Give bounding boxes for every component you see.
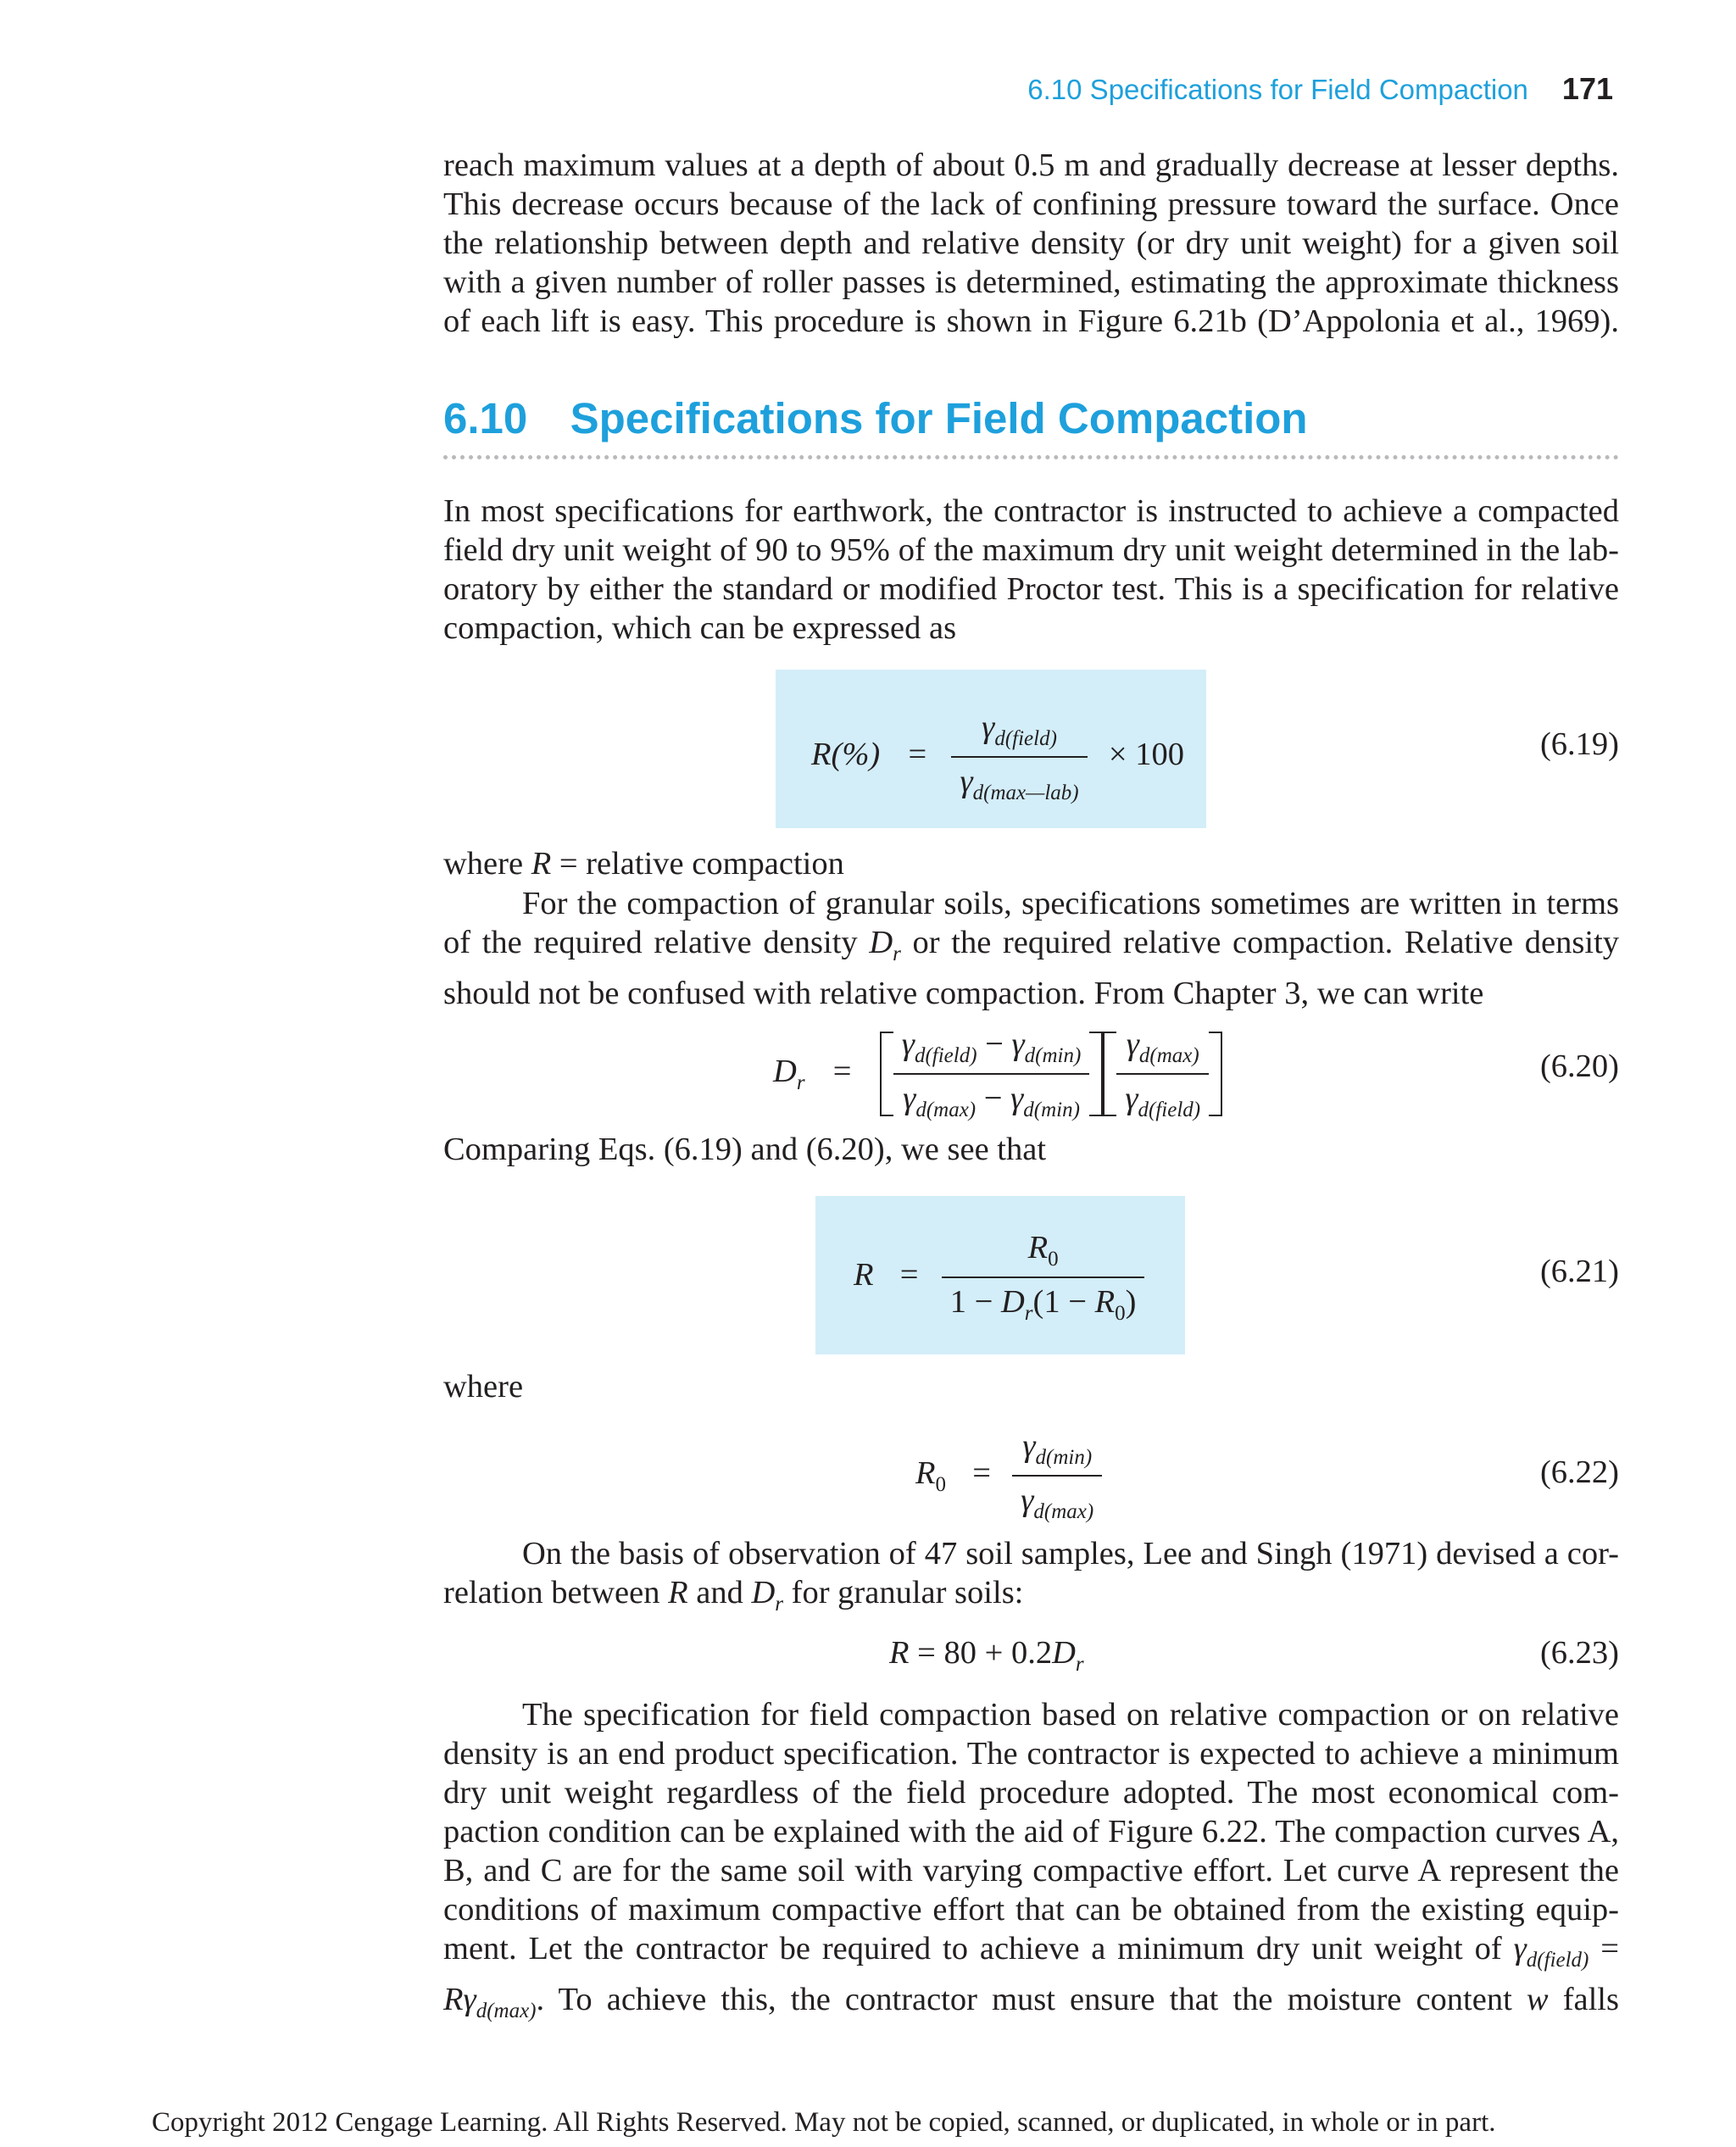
text-fragment: for granular soils: (791, 1575, 1024, 1610)
symbol-R: R (915, 1455, 936, 1491)
text-fragment: falls (1562, 1982, 1619, 2017)
paragraph-lee-singh (443, 1534, 1619, 1624)
text-line: reach maximum values at a depth of about 0.5 m and gradually decrease at lesser depths. (443, 147, 1619, 183)
subscript: d(field) (994, 727, 1057, 750)
gamma-symbol: γ (901, 1026, 915, 1062)
gamma-symbol: γ (1011, 1026, 1025, 1062)
subscript: d(max) (1138, 1044, 1199, 1067)
text-line (443, 923, 1619, 974)
equation-6-21 (854, 1229, 1144, 1326)
eq-equals: = (832, 1053, 852, 1089)
symbol-R: R (889, 1635, 910, 1671)
eq-equals: = (899, 1256, 919, 1293)
text-fragment: and (696, 1575, 743, 1610)
equation-number: (6.21) (1539, 1254, 1619, 1289)
comparing-line: Comparing Eqs. (6.19) and (6.20), we see that (443, 1132, 1047, 1167)
gamma-symbol: γ (982, 709, 995, 745)
subscript: 0 (935, 1472, 947, 1496)
subscript: d(min) (1035, 1446, 1093, 1469)
subscript: d(min) (1023, 1099, 1080, 1121)
symbol-D: D (869, 925, 893, 960)
gamma-symbol: γ (960, 764, 973, 799)
symbol-R: R (854, 1256, 874, 1293)
text-line: field dry unit weight of 90 to 95% of the maximum dry unit weight determined in the lab- (443, 532, 1619, 568)
symbol-D: D (1000, 1284, 1025, 1320)
where-definition-R (443, 845, 844, 882)
minus-sign: − (983, 1081, 1003, 1116)
eq-multiplier: × 100 (1108, 736, 1184, 772)
text-fragment: = 80 + 0.2 (917, 1635, 1053, 1671)
gamma-symbol: γ (903, 1081, 916, 1116)
page-number: 171 (1561, 71, 1613, 106)
section-title: Specifications for Field Compaction (570, 394, 1308, 442)
paragraph-relative-compaction (443, 492, 1619, 648)
subscript: r (1024, 1302, 1033, 1325)
text-line: should not be confused with relative compaction. From Chapter 3, we can write (443, 976, 1484, 1011)
text-fragment: ment. Let the contractor be required to achieve a minimum dry unit weight of (443, 1931, 1502, 1966)
subscript: d(field) (914, 1044, 977, 1067)
eq-equals: = (1600, 1931, 1620, 1966)
symbol-D: D (1052, 1635, 1076, 1671)
gamma-symbol: γ (1125, 1081, 1138, 1116)
text-line (443, 1573, 1619, 1624)
fraction (942, 1229, 1145, 1326)
text-line: with a given number of roller passes is determined, estimating the approximate thickness (443, 264, 1619, 300)
equation-6-22 (915, 1427, 1102, 1524)
equation-6-20 (773, 1026, 1222, 1122)
section-number: 6.10 (443, 394, 528, 442)
subscript: d(min) (1024, 1044, 1082, 1067)
fraction (1012, 1427, 1102, 1524)
subscript: r (1075, 1653, 1084, 1676)
text-fragment: relation between (443, 1575, 660, 1610)
equation-6-23 (889, 1634, 1084, 1677)
text-line: This decrease occurs because of the lack of confining pressure toward the surface. Once (443, 186, 1619, 222)
subscript: 0 (1115, 1302, 1126, 1325)
equation-number: (6.23) (1539, 1635, 1619, 1671)
gamma-symbol: γ (463, 1982, 476, 2017)
text-line: oratory by either the standard or modified Proctor test. This is a specification for relative (443, 571, 1619, 607)
subscript: d(max) (476, 2000, 537, 2022)
paragraph-end-product (443, 1695, 1619, 2031)
subscript: d(max) (915, 1099, 976, 1121)
left-bracket (880, 1032, 893, 1116)
text-line (443, 1929, 1619, 1980)
symbol-R: R (668, 1575, 688, 1610)
text-line: dry unit weight regardless of the field procedure adopted. The most economical com- (443, 1775, 1619, 1810)
text-fragment: ) (1125, 1284, 1137, 1320)
where-word: where (443, 1369, 524, 1404)
equation-number: (6.19) (1539, 726, 1619, 762)
fraction (951, 709, 1087, 805)
subscript: d(field) (1526, 1949, 1589, 1972)
right-bracket (1209, 1032, 1222, 1116)
fraction (893, 1026, 1090, 1122)
symbol-R: R (1094, 1284, 1116, 1320)
subscript: d(max—lab) (972, 781, 1079, 804)
eq-equals: = (908, 736, 927, 772)
symbol-R: R (1027, 1230, 1049, 1265)
eq-equals: = (972, 1455, 991, 1491)
section-divider (443, 455, 1619, 459)
eq-lhs: R(%) (811, 736, 881, 772)
text-line: The specification for field compaction based on relative compaction or on relative (522, 1697, 1619, 1733)
gamma-symbol: γ (1021, 1482, 1034, 1518)
symbol-R: R (531, 846, 552, 882)
intro-paragraph (443, 146, 1619, 341)
symbol-w: w (1526, 1982, 1549, 2017)
text-line: In most specifications for earthwork, the contractor is instructed to achieve a compacted (443, 493, 1619, 529)
section-heading (443, 393, 1308, 443)
running-head-title: 6.10 Specifications for Field Compaction (1027, 74, 1528, 105)
minus-sign: − (985, 1026, 1004, 1062)
subscript: r (893, 943, 901, 965)
fraction (1116, 1026, 1209, 1122)
gamma-symbol: γ (1022, 1428, 1036, 1464)
symbol-D: D (751, 1575, 776, 1610)
subscript: d(field) (1138, 1099, 1201, 1121)
text-line: On the basis of observation of 47 soil samples, Lee and Singh (1971) devised a cor- (522, 1536, 1619, 1571)
symbol-D: D (773, 1053, 797, 1089)
symbol-R: R (443, 1982, 464, 2017)
text-line: density is an end product specification. The contractor is expected to achieve a minimum (443, 1736, 1619, 1772)
text-line (443, 1980, 1619, 2031)
subscript: d(max) (1033, 1500, 1094, 1523)
copyright-footer: Copyright 2012 Cengage Learning. All Rights Reserved. May not be copied, scanned, or duplicated, in whole or in part. (152, 2107, 1496, 2138)
text-line: conditions of maximum compactive effort that can be obtained from the existing equip- (443, 1892, 1619, 1927)
text-fragment: . To achieve this, the contractor must ensure that the moisture content (536, 1982, 1512, 2017)
running-head (1027, 71, 1613, 114)
text-fragment: (1 − (1032, 1284, 1095, 1320)
subscript: 0 (1048, 1248, 1059, 1271)
where-word: where (443, 846, 524, 882)
subscript: r (796, 1071, 805, 1094)
paragraph-relative-density (443, 884, 1619, 1013)
text-fragment: or the required relative compaction. Relative density (912, 925, 1620, 960)
right-bracket (1089, 1032, 1103, 1116)
equation-6-19 (811, 709, 1184, 805)
gamma-symbol: γ (1126, 1026, 1139, 1062)
text-line: B, and C are for the same soil with varying compactive effort. Let curve A represent the (443, 1853, 1619, 1888)
definition-text: = relative compaction (559, 846, 844, 882)
equation-number: (6.20) (1539, 1048, 1619, 1084)
subscript: r (775, 1593, 784, 1616)
gamma-symbol: γ (1010, 1081, 1024, 1116)
text-fragment: of the required relative density (443, 925, 858, 960)
text-line: For the compaction of granular soils, specifications sometimes are written in terms (522, 886, 1619, 921)
gamma-symbol: γ (1513, 1931, 1527, 1966)
text-line: compaction, which can be expressed as (443, 610, 957, 646)
left-bracket (1103, 1032, 1116, 1116)
text-line: of each lift is easy. This procedure is shown in Figure 6.21b (D’Appolonia et al., 1969). (443, 303, 1619, 339)
text-line: the relationship between depth and relative density (or dry unit weight) for a given soil (443, 225, 1619, 261)
equation-number: (6.22) (1539, 1455, 1619, 1490)
text-line: paction condition can be explained with the aid of Figure 6.22. The compaction curves A, (443, 1814, 1619, 1849)
text-fragment: 1 − (949, 1284, 1001, 1320)
